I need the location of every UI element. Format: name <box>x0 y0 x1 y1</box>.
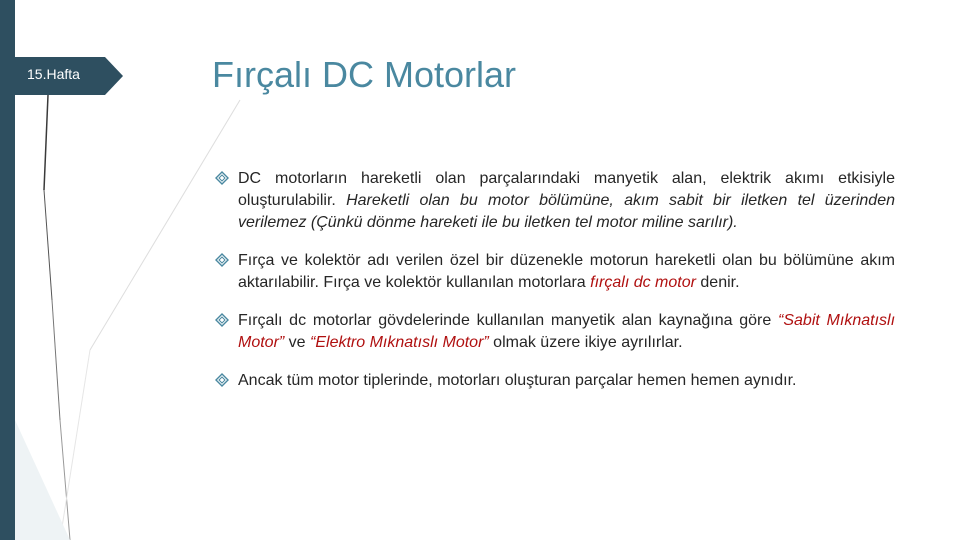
bullet-item <box>215 250 895 294</box>
bullet-item <box>215 310 895 354</box>
bullet-list <box>215 168 895 408</box>
bullet-text-segment: Hareketli olan bu motor bölümüne, akım sabit bir iletken tel üzerinden verilemez (Çünkü dönme hareketi ile bu iletken tel motor miline sarılır). <box>238 192 895 231</box>
bullet-text-segment: Fırçalı dc motorlar gövdelerinde kullanılan manyetik alan kaynağına göre <box>238 312 779 329</box>
diamond-bullet-icon <box>215 253 229 267</box>
bullet-text-segment: Ancak tüm motor tiplerinde, motorları oluşturan parçalar hemen hemen aynıdır. <box>238 372 797 389</box>
bullet-text-segment: denir. <box>695 274 740 291</box>
bullet-text-segment: DC motorların hareketli olan parçalarındaki manyetik alan, elektrik akımı etkisiyle oluşturulabilir. <box>238 170 895 209</box>
diamond-bullet-icon <box>215 313 229 327</box>
week-tag-label: 15.Hafta <box>27 66 80 82</box>
slide-title: Fırçalı DC Motorlar <box>212 54 517 95</box>
bullet-item <box>215 370 895 392</box>
diamond-bullet-icon <box>215 373 229 387</box>
bullet-text-segment: Fırça ve kolektör adı verilen özel bir düzenekle motorun hareketli olan bu bölümüne akım aktarılabilir. Fırça ve kolektör kullanılan motorlara <box>238 252 895 291</box>
week-tag <box>15 57 123 95</box>
bullet-item <box>215 168 895 234</box>
diamond-bullet-icon <box>215 171 229 185</box>
bullet-text-segment: “Sabit Mıknatıslı Motor” <box>238 312 896 351</box>
bullet-text-segment: “Elektro Mıknatıslı Motor” <box>310 334 489 351</box>
bullet-text-segment: ve <box>284 334 311 351</box>
bullet-text-segment: fırçalı dc motor <box>590 274 696 291</box>
bullet-text-segment: olmak üzere ikiye ayrılırlar. <box>488 334 683 351</box>
